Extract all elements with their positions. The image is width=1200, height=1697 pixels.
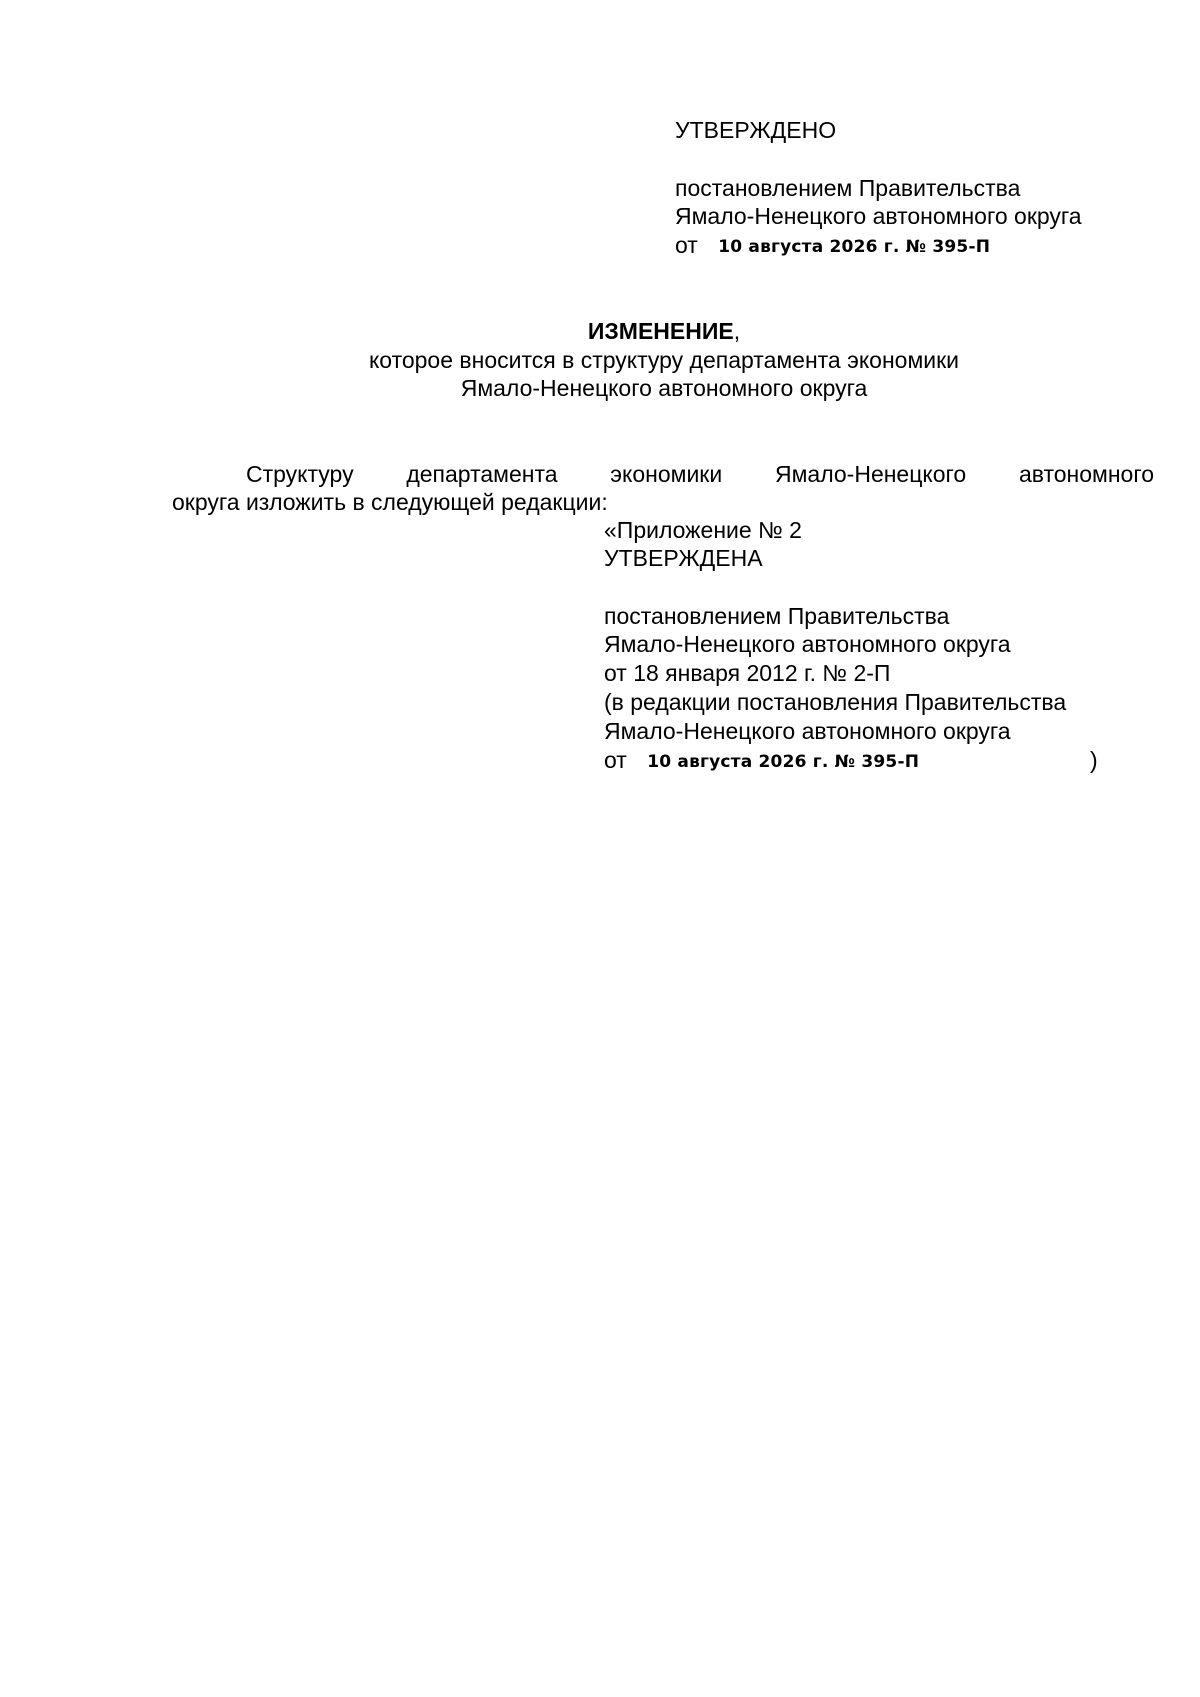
appendix-line5: от 18 января 2012 г. № 2-П: [604, 660, 891, 686]
appendix-line4: Ямало-Ненецкого автономного округа: [604, 631, 1011, 657]
appendix-line6: (в редакции постановления Правительства: [604, 689, 1067, 715]
document-heading: [0, 317, 1200, 345]
body-paragraph-line1: [246, 460, 1154, 488]
body-word: Структуру: [246, 461, 354, 487]
approval-from-label: от: [675, 232, 698, 258]
appendix-line7: Ямало-Ненецкого автономного округа: [604, 718, 1011, 744]
approval-date-number: 10 августа 2026 г. № 395-П: [718, 237, 991, 257]
appendix-date-line: [604, 746, 1100, 777]
appendix-date-number: 10 августа 2026 г. № 395-П: [647, 752, 920, 772]
body-word: автономного: [1018, 461, 1154, 487]
appendix-line3: постановлением Правительства: [604, 603, 950, 629]
appendix-line2: УТВЕРЖДЕНА: [604, 545, 763, 571]
body-word: экономики: [610, 461, 723, 487]
appendix-line1: «Приложение № 2: [604, 517, 802, 543]
approval-decree-line1: постановлением Правительства: [675, 175, 1021, 201]
approval-decree-line2: Ямало-Ненецкого автономного округа: [675, 203, 1082, 229]
body-word: Ямало-Ненецкого: [774, 461, 967, 487]
approval-date-line: [675, 231, 990, 262]
heading-comma: ,: [733, 318, 741, 344]
appendix-from-label: от: [604, 747, 627, 773]
body-paragraph-line2: округа изложить в следующей редакции:: [172, 489, 608, 515]
appendix-closing-paren: ): [1090, 747, 1098, 773]
heading-text: ИЗМЕНЕНИЕ: [587, 318, 734, 344]
heading-sub-line1: которое вносится в структуру департамента экономики: [368, 347, 960, 373]
approval-title: УТВЕРЖДЕНО: [675, 117, 837, 143]
body-word: департамента: [406, 461, 558, 487]
heading-sub-line2: Ямало-Ненецкого автономного округа: [460, 375, 868, 401]
